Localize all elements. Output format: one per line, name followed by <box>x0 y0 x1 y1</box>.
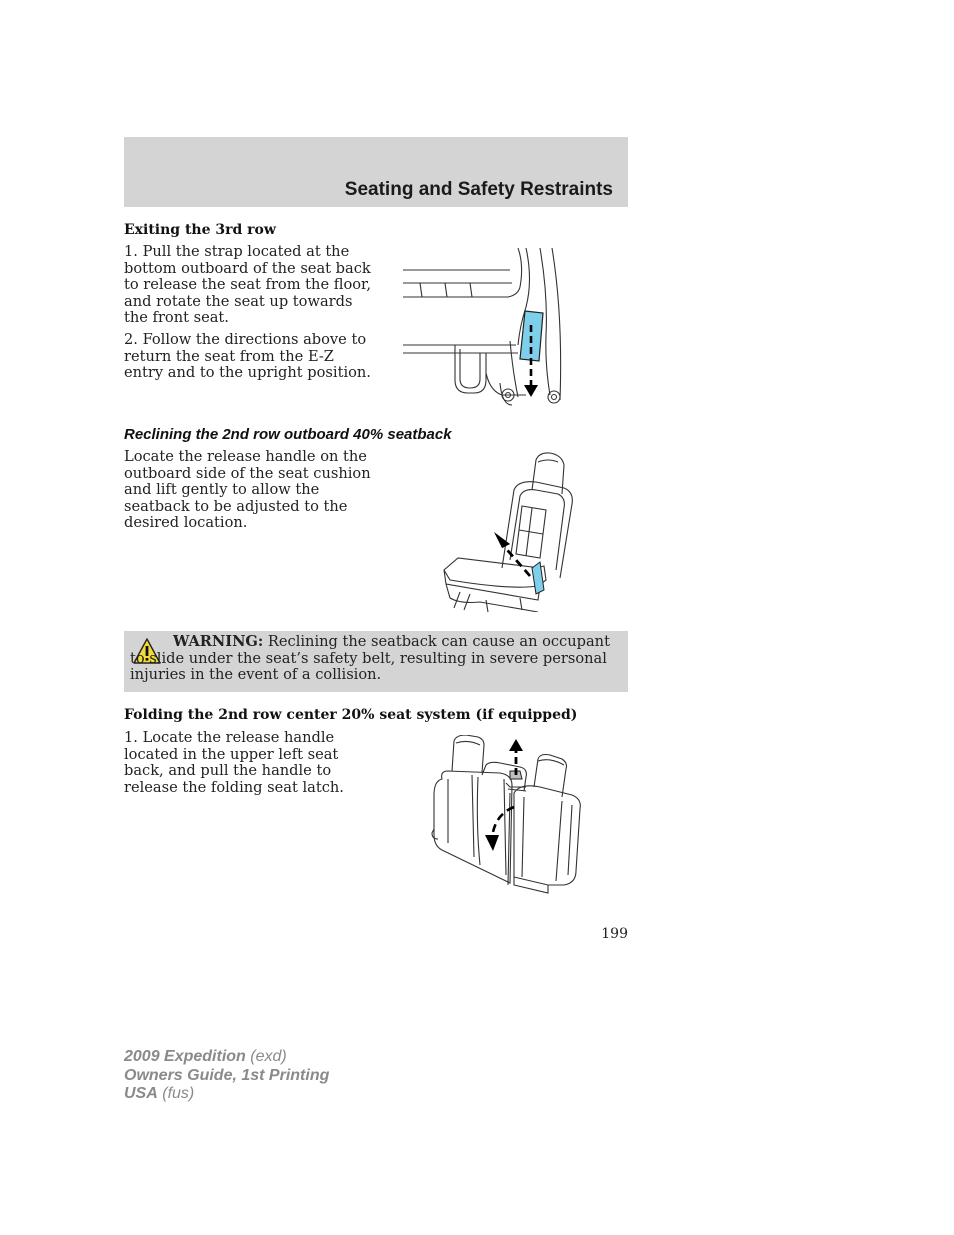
footer-guide: Owners Guide, 1st Printing <box>124 1066 330 1084</box>
step-1-text: 1. Pull the strap located at the bottom outboard of the seat back to release the seat from the floor, and rotate the seat up towards the front seat. <box>124 243 372 326</box>
footer-line-market <box>124 1085 329 1104</box>
warning-label: WARNING: <box>173 633 264 650</box>
footer-market: USA <box>124 1085 158 1102</box>
footer-block <box>124 1048 329 1104</box>
footer-model-code: (exd) <box>250 1048 287 1065</box>
footer-market-code: (fus) <box>162 1085 195 1102</box>
heading-reclining-2nd-row: Reclining the 2nd row outboard 40% seatback <box>124 426 452 443</box>
warning-box <box>124 631 628 692</box>
heading-folding-center-seat: Folding the 2nd row center 20% seat system (if equipped) <box>124 707 578 723</box>
warning-text <box>130 634 610 684</box>
footer-line-model <box>124 1048 329 1067</box>
heading-exiting-3rd-row: Exiting the 3rd row <box>124 222 276 238</box>
reclining-instructions: Locate the release handle on the outboard side of the seat cushion and lift gently to allow the seatback to be adjusted to the desired location. <box>124 448 371 531</box>
section-title: Seating and Safety Restraints <box>344 179 613 200</box>
folding-center-seat-illustration <box>430 735 585 895</box>
footer-model: 2009 Expedition <box>124 1048 246 1065</box>
section-header-band <box>124 137 628 207</box>
footer-line-guide <box>124 1067 329 1086</box>
warning-body: Reclining the seatback can cause an occupant to slide under the seat’s safety belt, resulting in severe personal injuries in the event of a collision. <box>130 633 610 683</box>
reclining-seatback-illustration <box>440 450 580 612</box>
folding-step-1-text: 1. Locate the release handle located in the upper left seat back, and pull the handle to release the folding seat latch. <box>124 729 344 796</box>
step-2-text: 2. Follow the directions above to return the seat from the E-Z entry and to the upright position. <box>124 331 371 381</box>
page-number: 199 <box>601 926 628 942</box>
third-row-strap-illustration <box>400 245 572 407</box>
